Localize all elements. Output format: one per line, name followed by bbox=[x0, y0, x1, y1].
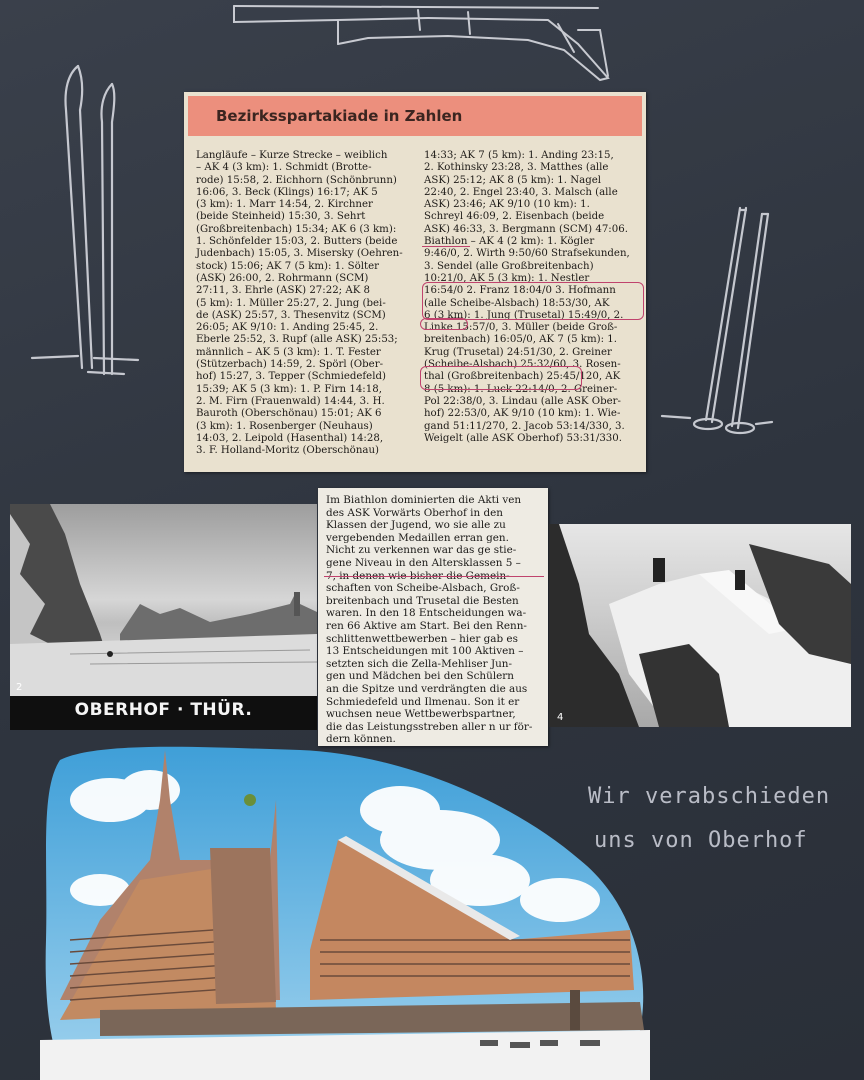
skis-drawing-left bbox=[28, 60, 148, 380]
winter-village-image bbox=[10, 504, 317, 696]
rifle-drawing bbox=[228, 0, 618, 82]
text-line: 14:33; AK 7 (5 km): 1. Anding 23:15, bbox=[424, 150, 614, 161]
text-line: 10:21/0, AK 5 (3 km): 1. Nestler bbox=[424, 272, 590, 284]
text-line: ASK) 25:12; AK 8 (5 km): 1. Nagel bbox=[424, 174, 602, 186]
text-line: die das Leistungsstreben aller n ur för- bbox=[326, 720, 533, 733]
text-line: 3. Sendel (alle Großbreitenbach) bbox=[424, 260, 594, 272]
text-line: gene Niveau in den Altersklassen 5 – bbox=[326, 556, 521, 569]
text-line: (3 km): 1. Marr 14:54, 2. Kirchner bbox=[196, 199, 373, 211]
underline-biathlon bbox=[422, 236, 470, 247]
underline-niveau bbox=[324, 550, 544, 577]
text-line: (Scheibe-Alsbach) 25:32/60, 3. Rosen- bbox=[424, 359, 621, 371]
biathlon-report-clipping bbox=[318, 488, 548, 746]
text-line: vergebenden Medaillen erran gen. bbox=[326, 531, 509, 544]
photo-number: 2 bbox=[16, 682, 23, 693]
text-line: – AK 4 (3 km): 1. Schmidt (Brotte- bbox=[196, 162, 372, 174]
text-line: Bauroth (Oberschönau) 15:01; AK 6 bbox=[196, 408, 382, 420]
text-line: (beide Steinheid) 15:30, 3. Sehrt bbox=[196, 211, 366, 223]
text-line: Biathlon – AK 4 (2 km): 1. Kögler bbox=[424, 236, 595, 248]
underline-greiner bbox=[420, 366, 582, 390]
text-line: 14:03, 2. Leipold (Hasenthal) 14:28, bbox=[196, 432, 384, 444]
handwriting-line-1: Wir verabschieden bbox=[588, 784, 831, 809]
text-line: 22:40, 2. Engel 23:40, 3. Malsch (alle bbox=[424, 186, 618, 198]
text-line: Weigelt (alle ASK Oberhof) 53:31/330. bbox=[424, 432, 623, 444]
text-line: breitenbach und Trusetal die Besten bbox=[326, 594, 519, 607]
text-line: setzten sich die Zella-Mehliser Jun- bbox=[326, 657, 513, 670]
text-line: schaften von Scheibe-Alsbach, Groß- bbox=[326, 582, 520, 595]
ski-jump-photo bbox=[549, 524, 851, 727]
text-line: 2. Kothinsky 23:28, 3. Matthes (alle bbox=[424, 162, 609, 174]
text-line: hof) 15:27, 3. Tepper (Schmiedefeld) bbox=[196, 371, 386, 383]
underline-ak6 bbox=[420, 318, 468, 330]
text-line: schlittenwettbewerben – hier gab es bbox=[326, 632, 518, 645]
text-line: 2. M. Firn (Frauenwald) 14:44, 3. H. bbox=[196, 395, 385, 407]
text-line: gen und Mädchen bei den Schülern bbox=[326, 670, 514, 683]
oberhof-village-photo bbox=[10, 504, 317, 730]
text-line: 6 (3 km): 1. Jung (Trusetal) 15:49/0, 2. bbox=[424, 309, 624, 321]
text-line: hof) 22:53/0, AK 9/10 (10 km): 1. Wie- bbox=[424, 408, 621, 420]
clipping-headline: Bezirksspartakiade in Zahlen bbox=[216, 107, 463, 125]
text-line: breitenbach) 16:05/0, AK 7 (5 km): 1. bbox=[424, 334, 618, 346]
text-line: de (ASK) 25:57, 3. Thesenvitz (SCM) bbox=[196, 309, 386, 321]
text-line: Eberle 25:52, 3. Rupf (alle ASK) 25:53; bbox=[196, 334, 398, 346]
text-line: Im Biathlon dominierten die Akti ven bbox=[326, 494, 522, 506]
text-line: ren 66 Aktive am Start. Bei den Renn- bbox=[326, 619, 527, 632]
text-line: des ASK Vorwärts Oberhof in den bbox=[326, 506, 503, 519]
text-line: waren. In den 18 Entscheidungen wa- bbox=[326, 607, 527, 620]
text-line: Linke 15:57/0, 3. Müller (beide Groß- bbox=[424, 322, 618, 334]
text-line: 16:54/0 2. Franz 18:04/0 3. Hofmann bbox=[424, 285, 616, 297]
text-line: Krug (Trusetal) 24:51/30, 2. Greiner bbox=[424, 346, 612, 358]
text-line: Nicht zu verkennen war das ge stie- bbox=[326, 544, 517, 557]
text-line: 16:06, 3. Beck (Klings) 16:17; AK 5 bbox=[196, 186, 378, 198]
text-line: 15:39; AK 5 (3 km): 1. P. Firn 14:18, bbox=[196, 383, 382, 395]
results-column-1 bbox=[196, 150, 410, 457]
text-line: rode) 15:58, 2. Eichhorn (Schönbrunn) bbox=[196, 174, 397, 186]
text-line: stock) 15:06; AK 7 (5 km): 1. Sölter bbox=[196, 260, 379, 272]
text-line: wuchsen neue Wettbewerbspartner, bbox=[326, 708, 516, 721]
results-clipping bbox=[184, 92, 646, 472]
text-line: (ASK) 26:00, 2. Rohrmann (SCM) bbox=[196, 272, 369, 284]
text-line: dern können. bbox=[326, 733, 396, 746]
photo-number: 4 bbox=[557, 712, 564, 723]
text-line: (Großbreitenbach) 15:34; AK 6 (3 km): bbox=[196, 223, 397, 235]
text-line: (3 km): 1. Rosenberger (Neuhaus) bbox=[196, 420, 373, 432]
text-line: Pol 22:38/0, 3. Lindau (alle ASK Ober- bbox=[424, 395, 621, 407]
photo-caption: OBERHOF · THÜR. bbox=[74, 700, 253, 720]
text-line: männlich – AK 5 (3 km): 1. T. Fester bbox=[196, 346, 381, 358]
text-line: 3. F. Holland-Moritz (Oberschönau) bbox=[196, 445, 379, 457]
text-line: 9:46/0, 2. Wirth 9:50/60 Strafsekunden, bbox=[424, 248, 630, 260]
text-line: (alle Scheibe-Alsbach) 18:53/30, AK bbox=[424, 297, 610, 309]
underline-ak5 bbox=[422, 282, 644, 320]
text-line: (5 km): 1. Müller 25:27, 2. Jung (bei- bbox=[196, 297, 386, 309]
clipping-headline-banner bbox=[188, 96, 642, 136]
text-line: 26:05; AK 9/10: 1. Anding 25:45, 2. bbox=[196, 322, 379, 334]
text-line: ASK) 46:33, 3. Bergmann (SCM) 47:06. bbox=[424, 223, 628, 235]
text-line: 7, in denen wie bisher die Gemein- bbox=[326, 569, 510, 582]
text-line: gand 51:11/270, 2. Jacob 53:14/330, 3. bbox=[424, 420, 625, 432]
text-line: ASK) 23:46; AK 9/10 (10 km): 1. bbox=[424, 199, 590, 211]
text-line: 27:11, 3. Ehrle (ASK) 27:22; AK 8 bbox=[196, 285, 371, 297]
hotel-postcard bbox=[40, 740, 650, 1080]
handwriting-line-2: uns von Oberhof bbox=[594, 828, 808, 853]
text-line: (Stützerbach) 14:59, 2. Spörl (Ober- bbox=[196, 359, 384, 371]
text-line: Klassen der Jugend, wo sie alle zu bbox=[326, 519, 506, 532]
text-line: Schmiedefeld und Ilmenau. Son it er bbox=[326, 695, 520, 708]
report-text bbox=[326, 494, 542, 746]
text-line: 1. Schönfelder 15:03, 2. Butters (beide bbox=[196, 236, 398, 248]
text-line: 13 Entscheidungen mit 100 Aktiven – bbox=[326, 645, 524, 658]
text-line: an die Spitze und verdrängten die aus bbox=[326, 682, 528, 695]
ski-poles-drawing bbox=[656, 200, 776, 440]
text-line: Judenbach) 15:05, 3. Misersky (Oehren- bbox=[196, 248, 403, 260]
text-line: Schreyl 46:09, 2. Eisenbach (beide bbox=[424, 211, 605, 223]
text-line: thal (Großbreitenbach) 25:45/120, AK bbox=[424, 371, 621, 383]
text-line: 8 (5 km): 1. Luck 22:14/0, 2. Greiner- bbox=[424, 383, 618, 395]
text-line: Langläufe – Kurze Strecke – weiblich bbox=[196, 150, 388, 161]
